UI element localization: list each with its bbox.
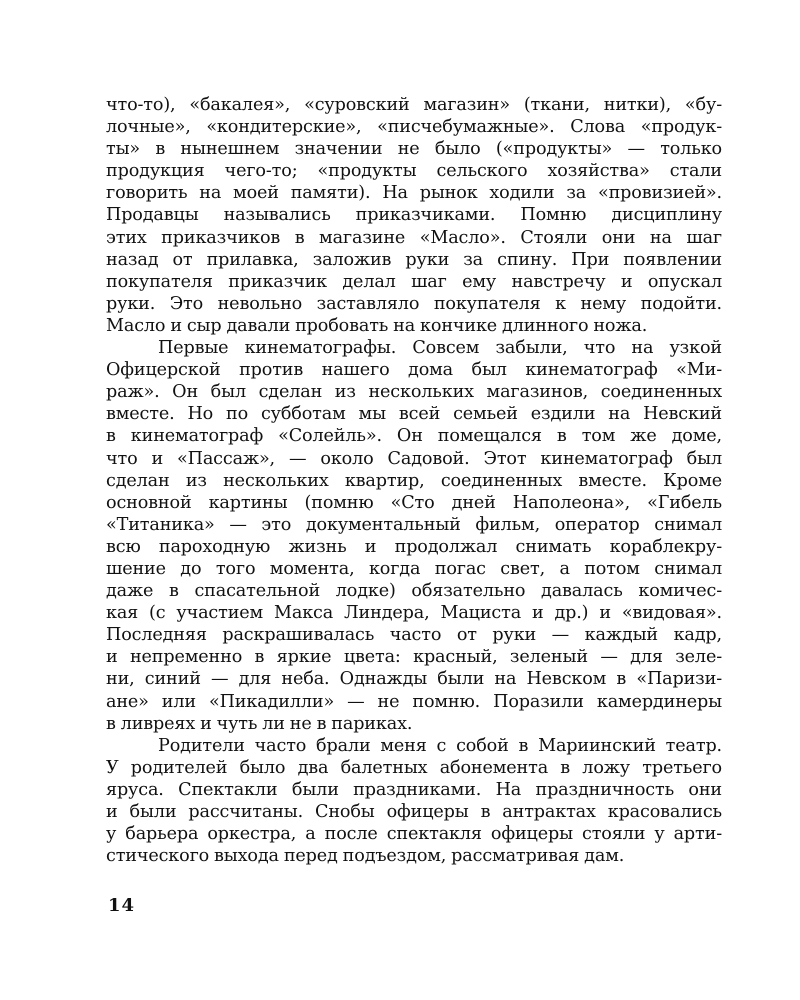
text-line: ни, синий — для неба. Однажды были на Невском в «Паризи- [106, 669, 722, 690]
page-number: 14 [108, 895, 136, 916]
text-line: ты» в нынешнем значении не было («продукты» — только [106, 139, 722, 160]
text-line: руки. Это невольно заставляло покупателя к нему подойти. [106, 293, 722, 314]
text-line: этих приказчиков в магазине «Масло». Стояли они на шаг [106, 227, 722, 248]
text-line: продукция чего-то; «продукты сельского хозяйства» стали [106, 161, 722, 182]
text-line: Родители часто брали меня с собой в Мариинский театр. [158, 735, 722, 756]
text-line: покупателя приказчик делал шаг ему навстречу и опускал [106, 271, 722, 292]
text-line: ане» или «Пикадилли» — не помню. Поразили камердинеры [106, 691, 722, 712]
text-line: У родителей было два балетных абонемента в ложу третьего [106, 757, 722, 778]
text-line: что-то), «бакалея», «суровский магазин» (ткани, нитки), «бу- [106, 95, 722, 115]
text-line: Масло и сыр давали пробовать на кончике длинного ножа. [106, 315, 648, 336]
text-line: Офицерской против нашего дома был кинематограф «Ми- [106, 360, 722, 381]
text-line: кая (с участием Макса Линдера, Мациста и др.) и «видовая». [106, 603, 722, 624]
text-line: в ливреях и чуть ли не в париках. [106, 713, 413, 734]
text-line: лочные», «кондитерские», «писчебумажные». Слова «продук- [106, 117, 722, 138]
text-line: всю пароходную жизнь и продолжал снимать кораблекру- [106, 536, 722, 557]
text-line: сделан из нескольких квартир, соединенных вместе. Кроме [106, 470, 722, 491]
text-line: и были рассчитаны. Снобы офицеры в антрактах красовались [106, 802, 722, 822]
text-line: говорить на моей памяти). На рынок ходили за «провизией». [106, 183, 722, 204]
text-line: основной картины (помню «Сто дней Наполеона», «Гибель [106, 492, 722, 513]
text-line: раж». Он был сделан из нескольких магазинов, соединенных [106, 382, 722, 403]
text-line: «Титаника» — это документальный фильм, оператор снимал [106, 514, 722, 535]
text-line: назад от прилавка, заложив руки за спину. При появлении [106, 249, 722, 270]
text-line: шение до того момента, когда погас свет, а потом снимал [106, 558, 722, 579]
text-line: вместе. Но по субботам мы всей семьей ездили на Невский [106, 404, 722, 425]
text-line: даже в спасательной лодке) обязательно давалась комичес- [106, 581, 722, 602]
text-block [106, 94, 722, 867]
text-line: стического выхода перед подъездом, рассматривая дам. [106, 846, 625, 867]
text-line: что и «Пассаж», — около Садовой. Этот кинематограф был [106, 448, 722, 469]
text-line: в кинематограф «Солейль». Он помещался в том же доме, [106, 426, 722, 447]
text-line: Последняя раскрашивалась часто от руки — каждый кадр, [106, 625, 722, 646]
text-line: Первые кинематографы. Совсем забыли, что на узкой [158, 338, 722, 359]
text-line: и непременно в яркие цвета: красный, зеленый — для зеле- [106, 647, 722, 668]
text-line: у барьера оркестра, а после спектакля офицеры стояли у арти- [106, 824, 722, 845]
text-line: Продавцы назывались приказчиками. Помню дисциплину [106, 205, 722, 226]
text-line: яруса. Спектакли были праздниками. На праздничность они [106, 779, 722, 800]
